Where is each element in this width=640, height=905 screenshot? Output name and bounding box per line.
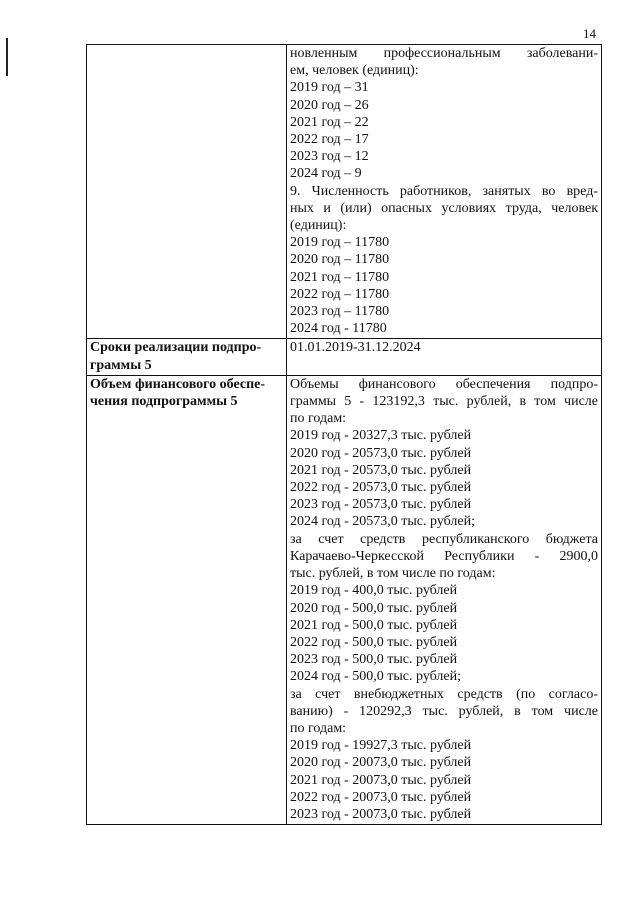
row-value-cell — [287, 339, 602, 375]
row-value-line: 2019 год - 400,0 тыс. рублей — [290, 583, 458, 599]
row-value-line: новленным профессиональным заболевани- — [290, 46, 598, 61]
program-table-body — [87, 45, 602, 825]
row-value-cell — [287, 45, 602, 339]
row-value-line: ванию) - 120292,3 тыс. рублей, в том числе — [290, 703, 598, 719]
row-value-line: 2020 год - 20573,0 тыс. рублей — [290, 445, 472, 461]
row-value-line: 2021 год – 22 — [290, 114, 369, 130]
row-value-line: 2020 год – 11780 — [290, 252, 390, 268]
row-value-line: 2020 год - 500,0 тыс. рублей — [290, 600, 458, 616]
row-value-line: 01.01.2019-31.12.2024 — [290, 340, 421, 356]
row-value-line: ем, человек (единиц): — [290, 63, 419, 79]
row-value-line: 2023 год - 500,0 тыс. рублей — [290, 652, 458, 668]
row-value-line: 2023 год – 11780 — [290, 304, 390, 320]
row-value-cell — [287, 375, 602, 824]
row-value-line: 2021 год - 500,0 тыс. рублей — [290, 617, 458, 633]
program-table — [86, 44, 602, 825]
row-value-line: 2019 год – 11780 — [290, 235, 390, 251]
row-value-line: Карачаево-Черкесской Республики - 2900,0 — [290, 548, 598, 564]
row-value-line: 2023 год - 20073,0 тыс. рублей — [290, 806, 472, 822]
row-value-line: 2019 год – 31 — [290, 80, 369, 96]
row-value-line: за счет внебюджетных средств (по согласо- — [290, 686, 598, 702]
row-value-line: 9. Численность работников, занятых во вред- — [290, 183, 598, 199]
row-value-line: 2024 год - 20573,0 тыс. рублей; — [290, 514, 476, 530]
row-label-cell — [87, 375, 287, 824]
row-value-line: тыс. рублей, в том числе по годам: — [290, 566, 496, 582]
row-value-line: 2022 год - 20073,0 тыс. рублей — [290, 789, 472, 805]
row-value-line: 2023 год - 20573,0 тыс. рублей — [290, 497, 472, 513]
table-row — [87, 339, 602, 375]
row-value-line: 2024 год - 11780 — [290, 321, 387, 337]
table-row — [87, 45, 602, 339]
row-value-line: ных и (или) опасных условиях труда, человек — [290, 200, 598, 216]
row-value-line: 2022 год – 17 — [290, 132, 369, 148]
row-value-line: Объемы финансового обеспечения подпро- — [290, 376, 598, 392]
row-value-line: 2019 год - 20327,3 тыс. рублей — [290, 428, 472, 444]
row-value-line: 2022 год - 500,0 тыс. рублей — [290, 634, 458, 650]
row-label-cell — [87, 339, 287, 375]
page-number: 14 — [583, 26, 596, 41]
margin-mark — [6, 38, 8, 76]
row-label-line: Сроки реализации подпро- — [90, 340, 262, 356]
row-value-line: 2022 год - 20573,0 тыс. рублей — [290, 480, 472, 496]
row-value-line: по годам: — [290, 720, 347, 736]
table-row — [87, 375, 602, 824]
row-value-line: 2024 год – 9 — [290, 166, 362, 182]
row-value-line: 2022 год – 11780 — [290, 286, 390, 302]
row-value-line: 2024 год - 500,0 тыс. рублей; — [290, 669, 462, 685]
row-value-line: 2020 год - 20073,0 тыс. рублей — [290, 755, 472, 771]
row-value-line: 2023 год – 12 — [290, 149, 369, 165]
row-value-line: по годам: — [290, 411, 347, 427]
row-value-line: 2019 год - 19927,3 тыс. рублей — [290, 738, 472, 754]
row-label-cell — [87, 45, 287, 339]
row-value-line: граммы 5 - 123192,3 тыс. рублей, в том числе — [290, 394, 598, 410]
row-value-line: 2020 год – 26 — [290, 97, 369, 113]
row-value-line: 2021 год - 20573,0 тыс. рублей — [290, 462, 472, 478]
row-value-line: (единиц): — [290, 218, 347, 234]
row-label-line: Объем финансового обеспе- — [90, 376, 266, 392]
row-value-line: 2021 год – 11780 — [290, 269, 390, 285]
row-value-line: 2021 год - 20073,0 тыс. рублей — [290, 772, 472, 788]
row-label-line: чения подпрограммы 5 — [90, 394, 238, 410]
row-value-line: за счет средств республиканского бюджета — [290, 531, 598, 547]
row-label-line: граммы 5 — [90, 357, 152, 373]
